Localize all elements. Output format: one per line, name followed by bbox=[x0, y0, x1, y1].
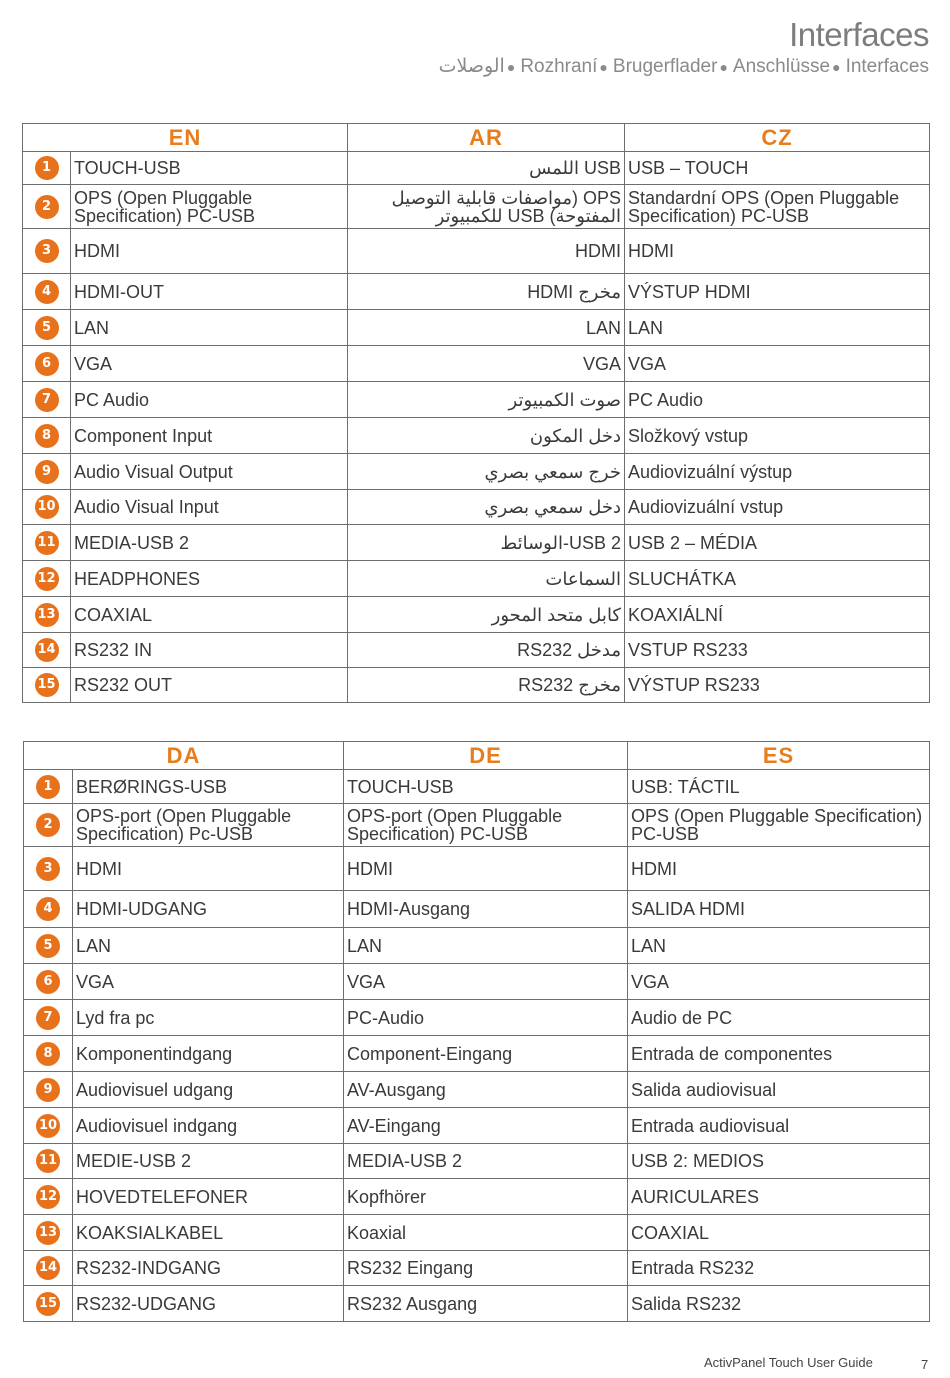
cell-cz: VSTUP RS233 bbox=[625, 633, 930, 668]
cell-es: COAXIAL bbox=[628, 1215, 930, 1251]
column-header-cz: CZ bbox=[625, 124, 930, 152]
cell-de: VGA bbox=[344, 964, 628, 1000]
cell-ar: VGA bbox=[348, 346, 625, 382]
cell-da: MEDIE-USB 2 bbox=[73, 1144, 344, 1179]
table-row bbox=[24, 928, 930, 964]
cell-es: VGA bbox=[628, 964, 930, 1000]
row-number-cell bbox=[24, 1286, 73, 1322]
cell-cz: VÝSTUP RS233 bbox=[625, 668, 930, 703]
page-number: 7 bbox=[921, 1357, 929, 1372]
number-badge: 11 bbox=[35, 531, 59, 555]
cell-da: BERØRINGS-USB bbox=[73, 770, 344, 804]
page-header bbox=[437, 14, 929, 78]
bullet-icon: ● bbox=[506, 59, 516, 75]
cell-en: PC Audio bbox=[71, 382, 348, 418]
cell-ar: مخرج RS232 bbox=[348, 668, 625, 703]
subtitle-cz: Rozhraní bbox=[520, 56, 598, 77]
table-row bbox=[24, 770, 930, 804]
table-row bbox=[23, 561, 930, 597]
number-badge: 14 bbox=[35, 638, 59, 662]
row-number-cell bbox=[24, 1251, 73, 1286]
cell-es: AURICULARES bbox=[628, 1179, 930, 1215]
table-row bbox=[23, 490, 930, 525]
number-badge: 12 bbox=[36, 1185, 60, 1209]
cell-en: COAXIAL bbox=[71, 597, 348, 633]
cell-cz: KOAXIÁLNÍ bbox=[625, 597, 930, 633]
table-row bbox=[24, 804, 930, 847]
row-number-cell bbox=[23, 418, 71, 454]
table-row bbox=[23, 229, 930, 274]
number-badge: 12 bbox=[35, 567, 59, 591]
cell-ar: OPS (مواصفات قابلية التوصيل المفتوحة) USB للكمبيوتر bbox=[348, 185, 625, 229]
table-row bbox=[23, 418, 930, 454]
row-number-cell bbox=[23, 229, 71, 274]
column-header-de: DE bbox=[344, 742, 628, 770]
table-row bbox=[23, 185, 930, 229]
row-number-cell bbox=[24, 804, 73, 847]
table-row bbox=[23, 152, 930, 185]
cell-de: LAN bbox=[344, 928, 628, 964]
number-badge: 8 bbox=[36, 1042, 60, 1066]
column-header-ar: AR bbox=[348, 124, 625, 152]
cell-ar: مخرج HDMI bbox=[348, 274, 625, 310]
cell-en: TOUCH-USB bbox=[71, 152, 348, 185]
cell-da: HDMI-UDGANG bbox=[73, 891, 344, 928]
table-row bbox=[24, 964, 930, 1000]
number-badge: 2 bbox=[35, 195, 59, 219]
row-number-cell bbox=[24, 928, 73, 964]
row-number-cell bbox=[23, 274, 71, 310]
row-number-cell bbox=[24, 770, 73, 804]
cell-en: Audio Visual Input bbox=[71, 490, 348, 525]
cell-es: USB 2: MEDIOS bbox=[628, 1144, 930, 1179]
interfaces-table-da-de-es bbox=[23, 741, 930, 1322]
cell-de: AV-Eingang bbox=[344, 1108, 628, 1144]
cell-da: RS232-INDGANG bbox=[73, 1251, 344, 1286]
cell-cz: Standardní OPS (Open Pluggable Specification) PC-USB bbox=[625, 185, 930, 229]
cell-ar: LAN bbox=[348, 310, 625, 346]
table-row bbox=[23, 382, 930, 418]
cell-cz: Složkový vstup bbox=[625, 418, 930, 454]
cell-de: Component-Eingang bbox=[344, 1036, 628, 1072]
row-number-cell bbox=[24, 1179, 73, 1215]
row-number-cell bbox=[23, 454, 71, 490]
table-row bbox=[24, 1108, 930, 1144]
number-badge: 7 bbox=[36, 1006, 60, 1030]
number-badge: 5 bbox=[36, 934, 60, 958]
cell-da: OPS-port (Open Pluggable Specification) Pc-USB bbox=[73, 804, 344, 847]
table-header-row bbox=[23, 124, 930, 152]
cell-cz: VÝSTUP HDMI bbox=[625, 274, 930, 310]
number-badge: 8 bbox=[35, 424, 59, 448]
cell-da: KOAKSIALKABEL bbox=[73, 1215, 344, 1251]
table-row bbox=[24, 1000, 930, 1036]
cell-en: Audio Visual Output bbox=[71, 454, 348, 490]
cell-ar: خرج سمعي بصري bbox=[348, 454, 625, 490]
row-number-cell bbox=[24, 964, 73, 1000]
cell-cz: LAN bbox=[625, 310, 930, 346]
cell-cz: VGA bbox=[625, 346, 930, 382]
number-badge: 13 bbox=[35, 603, 59, 627]
number-badge: 5 bbox=[35, 316, 59, 340]
cell-ar: USB 2-الوسائط bbox=[348, 525, 625, 561]
cell-es: Salida RS232 bbox=[628, 1286, 930, 1322]
cell-de: Kopfhörer bbox=[344, 1179, 628, 1215]
row-number-cell bbox=[23, 490, 71, 525]
number-badge: 10 bbox=[35, 495, 59, 519]
row-number-cell bbox=[23, 346, 71, 382]
cell-cz: USB 2 – MÉDIA bbox=[625, 525, 930, 561]
table-row bbox=[24, 1036, 930, 1072]
number-badge: 1 bbox=[35, 156, 59, 180]
cell-ar: السماعات bbox=[348, 561, 625, 597]
cell-es: Entrada RS232 bbox=[628, 1251, 930, 1286]
table-row bbox=[23, 597, 930, 633]
cell-cz: Audiovizuální výstup bbox=[625, 454, 930, 490]
row-number-cell bbox=[23, 525, 71, 561]
row-number-cell bbox=[24, 847, 73, 891]
cell-en: HEADPHONES bbox=[71, 561, 348, 597]
cell-de: Koaxial bbox=[344, 1215, 628, 1251]
cell-da: Audiovisuel indgang bbox=[73, 1108, 344, 1144]
table-row bbox=[24, 1286, 930, 1322]
cell-en: HDMI-OUT bbox=[71, 274, 348, 310]
table-row bbox=[23, 310, 930, 346]
row-number-cell bbox=[23, 152, 71, 185]
cell-cz: PC Audio bbox=[625, 382, 930, 418]
cell-es: USB: TÁCTIL bbox=[628, 770, 930, 804]
cell-en: VGA bbox=[71, 346, 348, 382]
interfaces-table-en-ar-cz bbox=[22, 123, 930, 703]
table-row bbox=[24, 1215, 930, 1251]
subtitle-de: Anschlüsse bbox=[732, 56, 831, 77]
number-badge: 6 bbox=[36, 970, 60, 994]
cell-ar: USB اللمس bbox=[348, 152, 625, 185]
cell-de: PC-Audio bbox=[344, 1000, 628, 1036]
number-badge: 15 bbox=[35, 673, 59, 697]
cell-da: VGA bbox=[73, 964, 344, 1000]
cell-ar: دخل المكون bbox=[348, 418, 625, 454]
table-row bbox=[23, 346, 930, 382]
cell-cz: Audiovizuální vstup bbox=[625, 490, 930, 525]
cell-ar: صوت الكمبيوتر bbox=[348, 382, 625, 418]
cell-en: HDMI bbox=[71, 229, 348, 274]
number-badge: 9 bbox=[36, 1078, 60, 1102]
cell-en: OPS (Open Pluggable Specification) PC-USB bbox=[71, 185, 348, 229]
number-badge: 14 bbox=[36, 1256, 60, 1280]
row-number-cell bbox=[24, 1072, 73, 1108]
cell-es: HDMI bbox=[628, 847, 930, 891]
table-row bbox=[23, 525, 930, 561]
row-number-cell bbox=[24, 1144, 73, 1179]
row-number-cell bbox=[23, 633, 71, 668]
table-row bbox=[23, 454, 930, 490]
cell-es: SALIDA HDMI bbox=[628, 891, 930, 928]
row-number-cell bbox=[23, 382, 71, 418]
cell-de: HDMI-Ausgang bbox=[344, 891, 628, 928]
cell-de: RS232 Ausgang bbox=[344, 1286, 628, 1322]
row-number-cell bbox=[24, 1108, 73, 1144]
cell-es: Entrada audiovisual bbox=[628, 1108, 930, 1144]
cell-da: Audiovisuel udgang bbox=[73, 1072, 344, 1108]
cell-es: Entrada de componentes bbox=[628, 1036, 930, 1072]
cell-en: Component Input bbox=[71, 418, 348, 454]
table-row bbox=[24, 1144, 930, 1179]
cell-es: OPS (Open Pluggable Specification) PC-USB bbox=[628, 804, 930, 847]
number-badge: 13 bbox=[36, 1221, 60, 1245]
number-badge: 15 bbox=[36, 1292, 60, 1316]
cell-ar: HDMI bbox=[348, 229, 625, 274]
table-header-row bbox=[24, 742, 930, 770]
cell-da: LAN bbox=[73, 928, 344, 964]
number-badge: 3 bbox=[35, 239, 59, 263]
number-badge: 4 bbox=[35, 280, 59, 304]
table-row bbox=[24, 1251, 930, 1286]
cell-ar: دخل سمعي بصري bbox=[348, 490, 625, 525]
cell-da: HOVEDTELEFONER bbox=[73, 1179, 344, 1215]
cell-ar: كابل متحد المحور bbox=[348, 597, 625, 633]
cell-de: OPS-port (Open Pluggable Specification) PC-USB bbox=[344, 804, 628, 847]
cell-es: Audio de PC bbox=[628, 1000, 930, 1036]
number-badge: 7 bbox=[35, 388, 59, 412]
table-row bbox=[23, 274, 930, 310]
row-number-cell bbox=[24, 1000, 73, 1036]
footer-guide-title: ActivPanel Touch User Guide bbox=[704, 1355, 873, 1370]
cell-en: RS232 IN bbox=[71, 633, 348, 668]
cell-ar: مدخل RS232 bbox=[348, 633, 625, 668]
table-row bbox=[24, 1179, 930, 1215]
table-row bbox=[23, 633, 930, 668]
cell-en: RS232 OUT bbox=[71, 668, 348, 703]
column-header-es: ES bbox=[628, 742, 930, 770]
cell-es: LAN bbox=[628, 928, 930, 964]
row-number-cell bbox=[23, 185, 71, 229]
number-badge: 4 bbox=[36, 897, 60, 921]
number-badge: 6 bbox=[35, 352, 59, 376]
cell-de: TOUCH-USB bbox=[344, 770, 628, 804]
row-number-cell bbox=[24, 1036, 73, 1072]
cell-da: HDMI bbox=[73, 847, 344, 891]
cell-cz: SLUCHÁTKA bbox=[625, 561, 930, 597]
bullet-icon: ● bbox=[599, 59, 608, 75]
subtitle-ar: الوصلات bbox=[438, 56, 505, 77]
table-row bbox=[24, 1072, 930, 1108]
cell-cz: USB – TOUCH bbox=[625, 152, 930, 185]
number-badge: 2 bbox=[36, 813, 60, 837]
number-badge: 11 bbox=[36, 1149, 60, 1173]
number-badge: 9 bbox=[35, 460, 59, 484]
table-row bbox=[24, 891, 930, 928]
row-number-cell bbox=[23, 597, 71, 633]
page-subtitle bbox=[437, 56, 929, 78]
subtitle-da: Brugerflader bbox=[612, 56, 718, 77]
row-number-cell bbox=[23, 310, 71, 346]
table-row bbox=[24, 847, 930, 891]
number-badge: 3 bbox=[36, 857, 60, 881]
row-number-cell bbox=[24, 891, 73, 928]
cell-en: MEDIA-USB 2 bbox=[71, 525, 348, 561]
column-header-da: DA bbox=[24, 742, 344, 770]
cell-cz: HDMI bbox=[625, 229, 930, 274]
number-badge: 10 bbox=[36, 1114, 60, 1138]
row-number-cell bbox=[23, 561, 71, 597]
row-number-cell bbox=[24, 1215, 73, 1251]
cell-da: RS232-UDGANG bbox=[73, 1286, 344, 1322]
cell-de: MEDIA-USB 2 bbox=[344, 1144, 628, 1179]
column-header-en: EN bbox=[23, 124, 348, 152]
page-title: Interfaces bbox=[789, 16, 929, 53]
subtitle-es: Interfaces bbox=[845, 56, 929, 77]
cell-es: Salida audiovisual bbox=[628, 1072, 930, 1108]
table-row bbox=[23, 668, 930, 703]
cell-de: AV-Ausgang bbox=[344, 1072, 628, 1108]
row-number-cell bbox=[23, 668, 71, 703]
cell-de: RS232 Eingang bbox=[344, 1251, 628, 1286]
number-badge: 1 bbox=[36, 775, 60, 799]
cell-de: HDMI bbox=[344, 847, 628, 891]
bullet-icon: ● bbox=[719, 59, 728, 75]
bullet-icon: ● bbox=[832, 59, 841, 75]
cell-da: Lyd fra pc bbox=[73, 1000, 344, 1036]
cell-en: LAN bbox=[71, 310, 348, 346]
cell-da: Komponentindgang bbox=[73, 1036, 344, 1072]
